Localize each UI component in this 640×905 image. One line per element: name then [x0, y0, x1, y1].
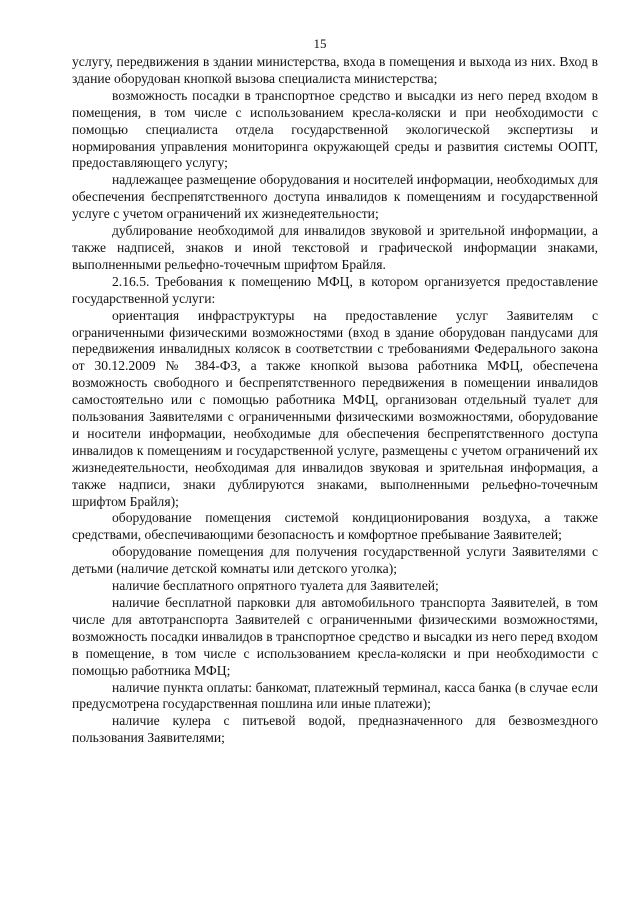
- paragraph-infrastructure-orientation: ориентация инфраструктуры на предоставление услуг Заявителям с ограниченными физическими возможностями (вход в здание оборудован пандусами для передвижения инвалидных колясок в соответствии с требованиями Федерального закона от 30.12.2009 № 384-ФЗ, а также кнопкой вызова работника МФЦ, обеспечена возможность свободного и беспрепятственного передвижения в помещении инвалидов самостоятельно или с помощью работника МФЦ, организован отдельный туалет для пользования Заявителями с ограниченными физическими возможностями, оборудование и носители информации, необходимые для обеспечения беспрепятственного доступа инвалидов к помещениям и государственной услуге, размещены с учетом ограничений их жизнедеятельности, необходимая для инвалидов звуковая и зрительная информация, а также надписи, знаки дублируются знаками, выполненными рельефно-точечным шрифтом Брайля);: [72, 307, 598, 509]
- paragraph-toilet: наличие бесплатного опрятного туалета для Заявителей;: [112, 578, 439, 594]
- paragraph-payment-point: наличие пункта оплаты: банкомат, платежный терминал, касса банка (в случае если предусмотрена государственная пошлина или иные платежи);: [72, 679, 598, 712]
- paragraph-access-continuation: услугу, передвижения в здании министерства, входа в помещения и выхода из них. Вход в здание оборудован кнопкой вызова специалиста министерства;: [72, 54, 598, 86]
- page-number: 15: [313, 36, 327, 51]
- paragraph-equipment-placement: надлежащее размещение оборудования и носителей информации, необходимых для обеспечения беспрепятственного доступа инвалидов к помещениям и государственной услуге с учетом ограничений их жизнедеятельности;: [72, 172, 598, 222]
- paragraph-children-room: оборудование помещения для получения государственной услуги Заявителями с детьми (наличие детской комнаты или детского уголка);: [72, 544, 598, 577]
- paragraph-air-conditioning: оборудование помещения системой кондиционирования воздуха, а также средствами, обеспечивающими безопасность и комфортное пребывание Заявителей;: [72, 510, 598, 543]
- paragraph-transport-boarding: возможность посадки в транспортное средство и высадки из него перед входом в помещения, в том числе с использованием кресла-коляски и при необходимости с помощью специалиста отдела государственной экологической экспертизы и нормирования управления мониторинга окружающей среды и развития системы ООПТ, предоставляющего услугу;: [72, 87, 598, 171]
- paragraph-water-cooler: наличие кулера с питьевой водой, предназначенного для безвозмездного пользования Заявителями;: [72, 713, 598, 746]
- paragraph-parking: наличие бесплатной парковки для автомобильного транспорта Заявителей, в том числе для автотранспорта Заявителей с ограниченными физическими возможностями, возможность посадки инвалидов в транспортное средство и высадки из него перед входом в помещение, в том числе с использованием кресла-коляски и при необходимости с помощью работника МФЦ;: [72, 595, 598, 678]
- paragraph-section-2-16-5: 2.16.5. Требования к помещению МФЦ, в котором организуется предоставление государственной услуги:: [72, 273, 598, 306]
- document-body: [72, 54, 598, 747]
- paragraph-braille-duplication: дублирование необходимой для инвалидов звуковой и зрительной информации, а также надписей, знаков и иной текстовой и графической информации знаками, выполненными рельефно-точечным шрифтом Брайля.: [72, 223, 598, 272]
